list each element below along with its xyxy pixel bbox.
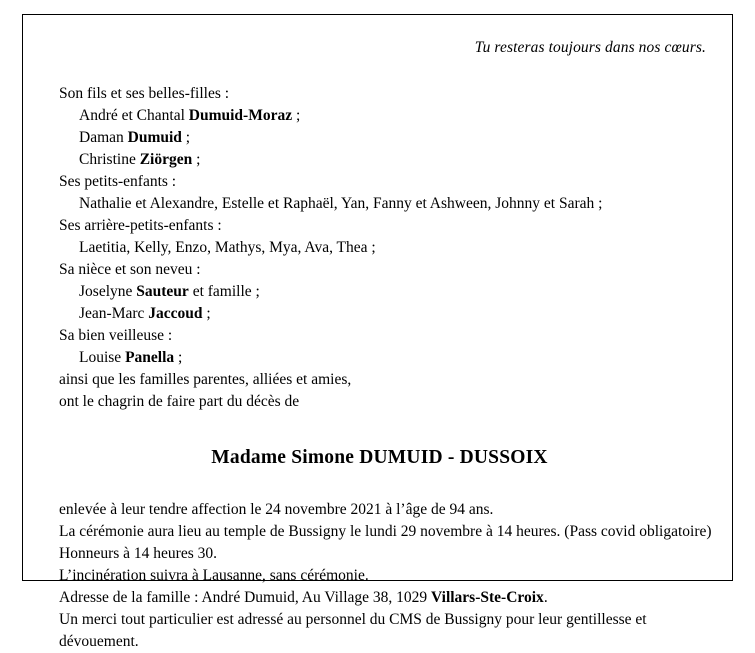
- deceased-name: Madame Simone DUMUID - DUSSOIX: [211, 447, 548, 468]
- family-block-heading: Ses arrière-petits-enfants :: [59, 217, 222, 234]
- family-member-line: [59, 127, 720, 149]
- closing-line: [59, 499, 712, 521]
- closing-line: [59, 543, 712, 565]
- text-segment: ;: [174, 349, 183, 366]
- emphasised-name: Sauteur: [136, 283, 189, 300]
- text-segment: André et Chantal: [79, 107, 189, 124]
- family-block-heading: Ses petits-enfants :: [59, 173, 177, 190]
- text-segment: Louise: [79, 349, 126, 366]
- family-member-line: [59, 105, 720, 127]
- closing-line: [59, 609, 712, 653]
- family-member-line: [59, 303, 720, 325]
- epigraph: Tu resteras toujours dans nos cœurs.: [474, 39, 706, 56]
- emphasised-name: Dumuid: [127, 129, 182, 146]
- text-segment: L’incinération suivra à Lausanne, sans cérémonie.: [59, 567, 369, 584]
- closing-line: [59, 587, 712, 609]
- obituary-frame: [22, 14, 733, 650]
- family-list: [39, 83, 720, 413]
- text-segment: .: [543, 589, 548, 606]
- text-segment: Daman: [79, 129, 128, 146]
- text-segment: Joselyne: [79, 283, 137, 300]
- emphasised-name: Panella: [125, 349, 175, 366]
- family-member-line: [59, 149, 720, 171]
- text-segment: Honneurs à 14 heures 30.: [59, 545, 217, 562]
- closing-line: [59, 521, 712, 543]
- text-segment: Laetitia, Kelly, Enzo, Mathys, Mya, Ava, Thea ;: [79, 239, 376, 256]
- family-block-heading: Sa bien veilleuse :: [59, 327, 173, 344]
- text-segment: ;: [181, 129, 191, 146]
- family-member-line: [59, 347, 720, 369]
- text-segment: Un merci tout particulier est adressé au personnel du CMS de Bussigny pour leur gentillesse et dévouement.: [59, 611, 647, 650]
- text-segment: La cérémonie aura lieu au temple de Bussigny le lundi 29 novembre à 14 heures. (Pass covid obligatoire): [59, 523, 712, 540]
- emphasised-name: Ziörgen: [139, 151, 193, 168]
- text-segment: Nathalie et Alexandre, Estelle et Raphaël, Yan, Fanny et Ashween, Johnny et Sarah ;: [79, 195, 603, 212]
- emphasised-name: Villars-Ste-Croix: [431, 589, 544, 606]
- family-member-line: [59, 237, 720, 259]
- announcement-line: ont le chagrin de faire part du décès de: [59, 393, 300, 410]
- text-segment: ;: [202, 305, 211, 322]
- emphasised-name: Jaccoud: [148, 305, 203, 322]
- obituary-content: [39, 27, 720, 650]
- text-segment: Adresse de la famille : André Dumuid, Au Village 38, 1029: [59, 589, 432, 606]
- text-segment: ;: [292, 107, 301, 124]
- closing-details: [39, 499, 720, 653]
- closing-line: [59, 565, 712, 587]
- text-segment: Christine: [79, 151, 140, 168]
- announcement-line: ainsi que les familles parentes, alliées et amies,: [59, 371, 352, 388]
- family-block-heading: Son fils et ses belles-filles :: [59, 85, 230, 102]
- family-member-line: [59, 193, 720, 215]
- emphasised-name: Dumuid-Moraz: [188, 107, 293, 124]
- text-segment: enlevée à leur tendre affection le 24 novembre 2021 à l’âge de 94 ans.: [59, 501, 494, 518]
- text-segment: Jean-Marc: [79, 305, 149, 322]
- text-segment: et famille ;: [188, 283, 260, 300]
- text-segment: ;: [192, 151, 201, 168]
- family-member-line: [59, 281, 720, 303]
- family-block-heading: Sa nièce et son neveu :: [59, 261, 201, 278]
